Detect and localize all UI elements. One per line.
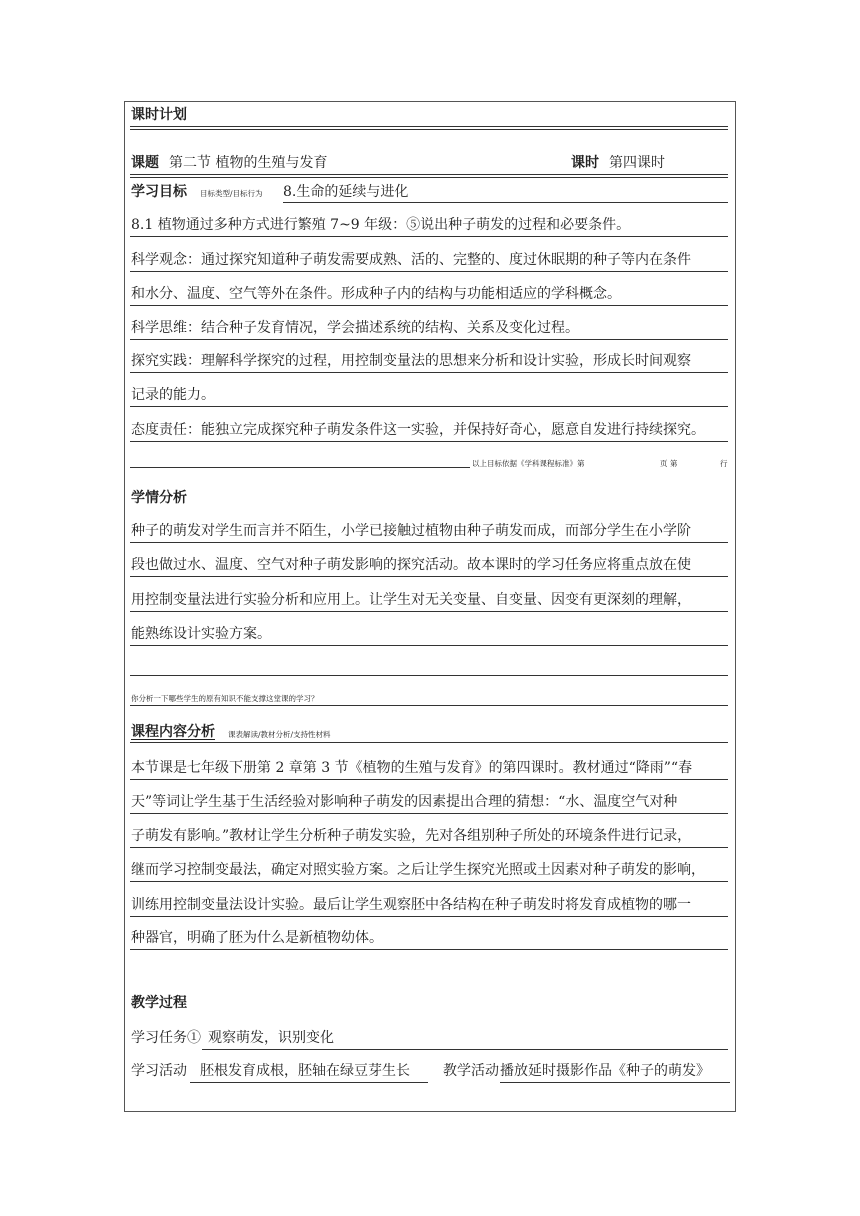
underline [130,611,728,612]
source-line: 行 [720,459,728,468]
underline [202,1049,728,1050]
underline [130,949,728,950]
content-analysis-line: 天”等词让学生基于生活经验对影响种子萌发的因素提出合理的猜想：“水、温度空气对种 [131,794,678,810]
student-analysis-line: 能熟练设计实验方案。 [131,626,271,642]
underline [130,847,728,848]
source-note: 以上目标依据《学科课程标准》第 [472,459,585,468]
topic-label: 课题 [131,155,159,171]
student-analysis-line: 种子的萌发对学生而言并不陌生，小学已接触过植物由种子萌发而成，而部分学生在小学阶 [131,523,691,539]
underline [130,881,728,882]
underline [500,1082,730,1083]
source-page: 页 第 [660,459,678,468]
task-value: 观察萌发，识别变化 [208,1030,334,1046]
objectives-hint: 目标类型/目标行为 [200,189,263,198]
underline [130,372,728,373]
divider [130,177,728,178]
objective-attitude: 态度责任：能独立完成探究种子萌发条件这一实验，并保持好奇心，愿意自发进行持续探究。 [131,422,705,438]
objective-concept-line-1: 科学观念：通过探究知道种子萌发需要成熟、活的、完整的、度过休眠期的种子等内在条件 [131,252,691,268]
underline [130,675,728,676]
divider [130,174,728,175]
content-analysis-label: 课程内容分析 [131,724,215,740]
underline [130,542,728,543]
teaching-value: 播放延时摄影作品《种子的萌发》 [500,1063,710,1079]
underline [283,202,728,203]
underline [130,645,728,646]
objectives-theme: 8.生命的延续与进化 [283,184,409,200]
objective-practice-line-1: 探究实践：理解科学探究的过程，用控制变量法的思想来分析和设计实验，形成长时间观察 [131,353,691,369]
underline [130,576,728,577]
content-analysis-line: 子萌发有影响。”教材让学生分析种子萌发实验，先对各组别种子所处的环境条件进行记录， [131,828,692,844]
student-analysis-hint: 你分析一下哪些学生的原有知识不能支撑这堂课的学习？ [131,694,319,703]
underline [130,705,728,706]
underline [130,406,728,407]
underline [130,813,728,814]
underline [130,441,728,442]
content-analysis-line: 种器官，明确了胚为什么是新植物幼体。 [131,930,383,946]
underline [190,1082,428,1083]
content-analysis-line: 继而学习控制变最法，确定对照实验方案。之后让学生探究光照或土因素对种子萌发的影响， [131,862,705,878]
process-label: 教学过程 [131,995,187,1011]
underline [130,467,470,468]
underline [130,916,728,917]
objective-concept-line-2: 和水分、温度、空气等外在条件。形成种子内的结构与功能相适应的学科概念。 [131,286,621,302]
divider [130,126,728,127]
underline [130,236,728,237]
underline [130,339,728,340]
activity-value: 胚根发育成根，胚轴在绿豆芽生长 [200,1063,410,1079]
underline [130,742,728,743]
content-analysis-hint: 课表解读/教材分析/支持性材料 [228,730,331,739]
objective-practice-line-2: 记录的能力。 [131,387,215,403]
task-label: 学习任务① [131,1030,201,1046]
divider [130,129,728,130]
teaching-label: 教学活动 [443,1063,499,1079]
period-value: 第四课时 [609,155,665,171]
curriculum-standard: 8.1 植物通过多种方式进行繁殖 7~9 年级：⑤说出种子萌发的过程和必要条件。 [131,217,631,233]
objectives-label: 学习目标 [131,184,187,200]
student-analysis-label: 学情分析 [131,490,187,506]
lesson-plan-heading: 课时计划 [131,107,187,123]
content-analysis-line: 训练用控制变量法设计实验。最后让学生观察胚中各结构在种子萌发时将发育成植物的哪一 [131,897,691,913]
student-analysis-line: 用控制变量法进行实验分析和应用上。让学生对无关变量、自变量、因变有更深刻的理解， [131,592,691,608]
content-analysis-line: 本节课是七年级下册第 2 章第 3 节《植物的生殖与发育》的第四课时。教材通过“降雨”“春 [131,760,693,776]
underline [130,305,728,306]
topic-value: 第二节 植物的生殖与发育 [169,155,328,171]
activity-label: 学习活动 [131,1063,187,1079]
student-analysis-line: 段也做过水、温度、空气对种子萌发影响的探究活动。故本课时的学习任务应将重点放在使 [131,557,691,573]
objective-thinking: 科学思维：结合种子发育情况，学会描述系统的结构、关系及变化过程。 [131,320,579,336]
period-label: 课时 [571,155,599,171]
underline [130,271,728,272]
underline [130,779,728,780]
